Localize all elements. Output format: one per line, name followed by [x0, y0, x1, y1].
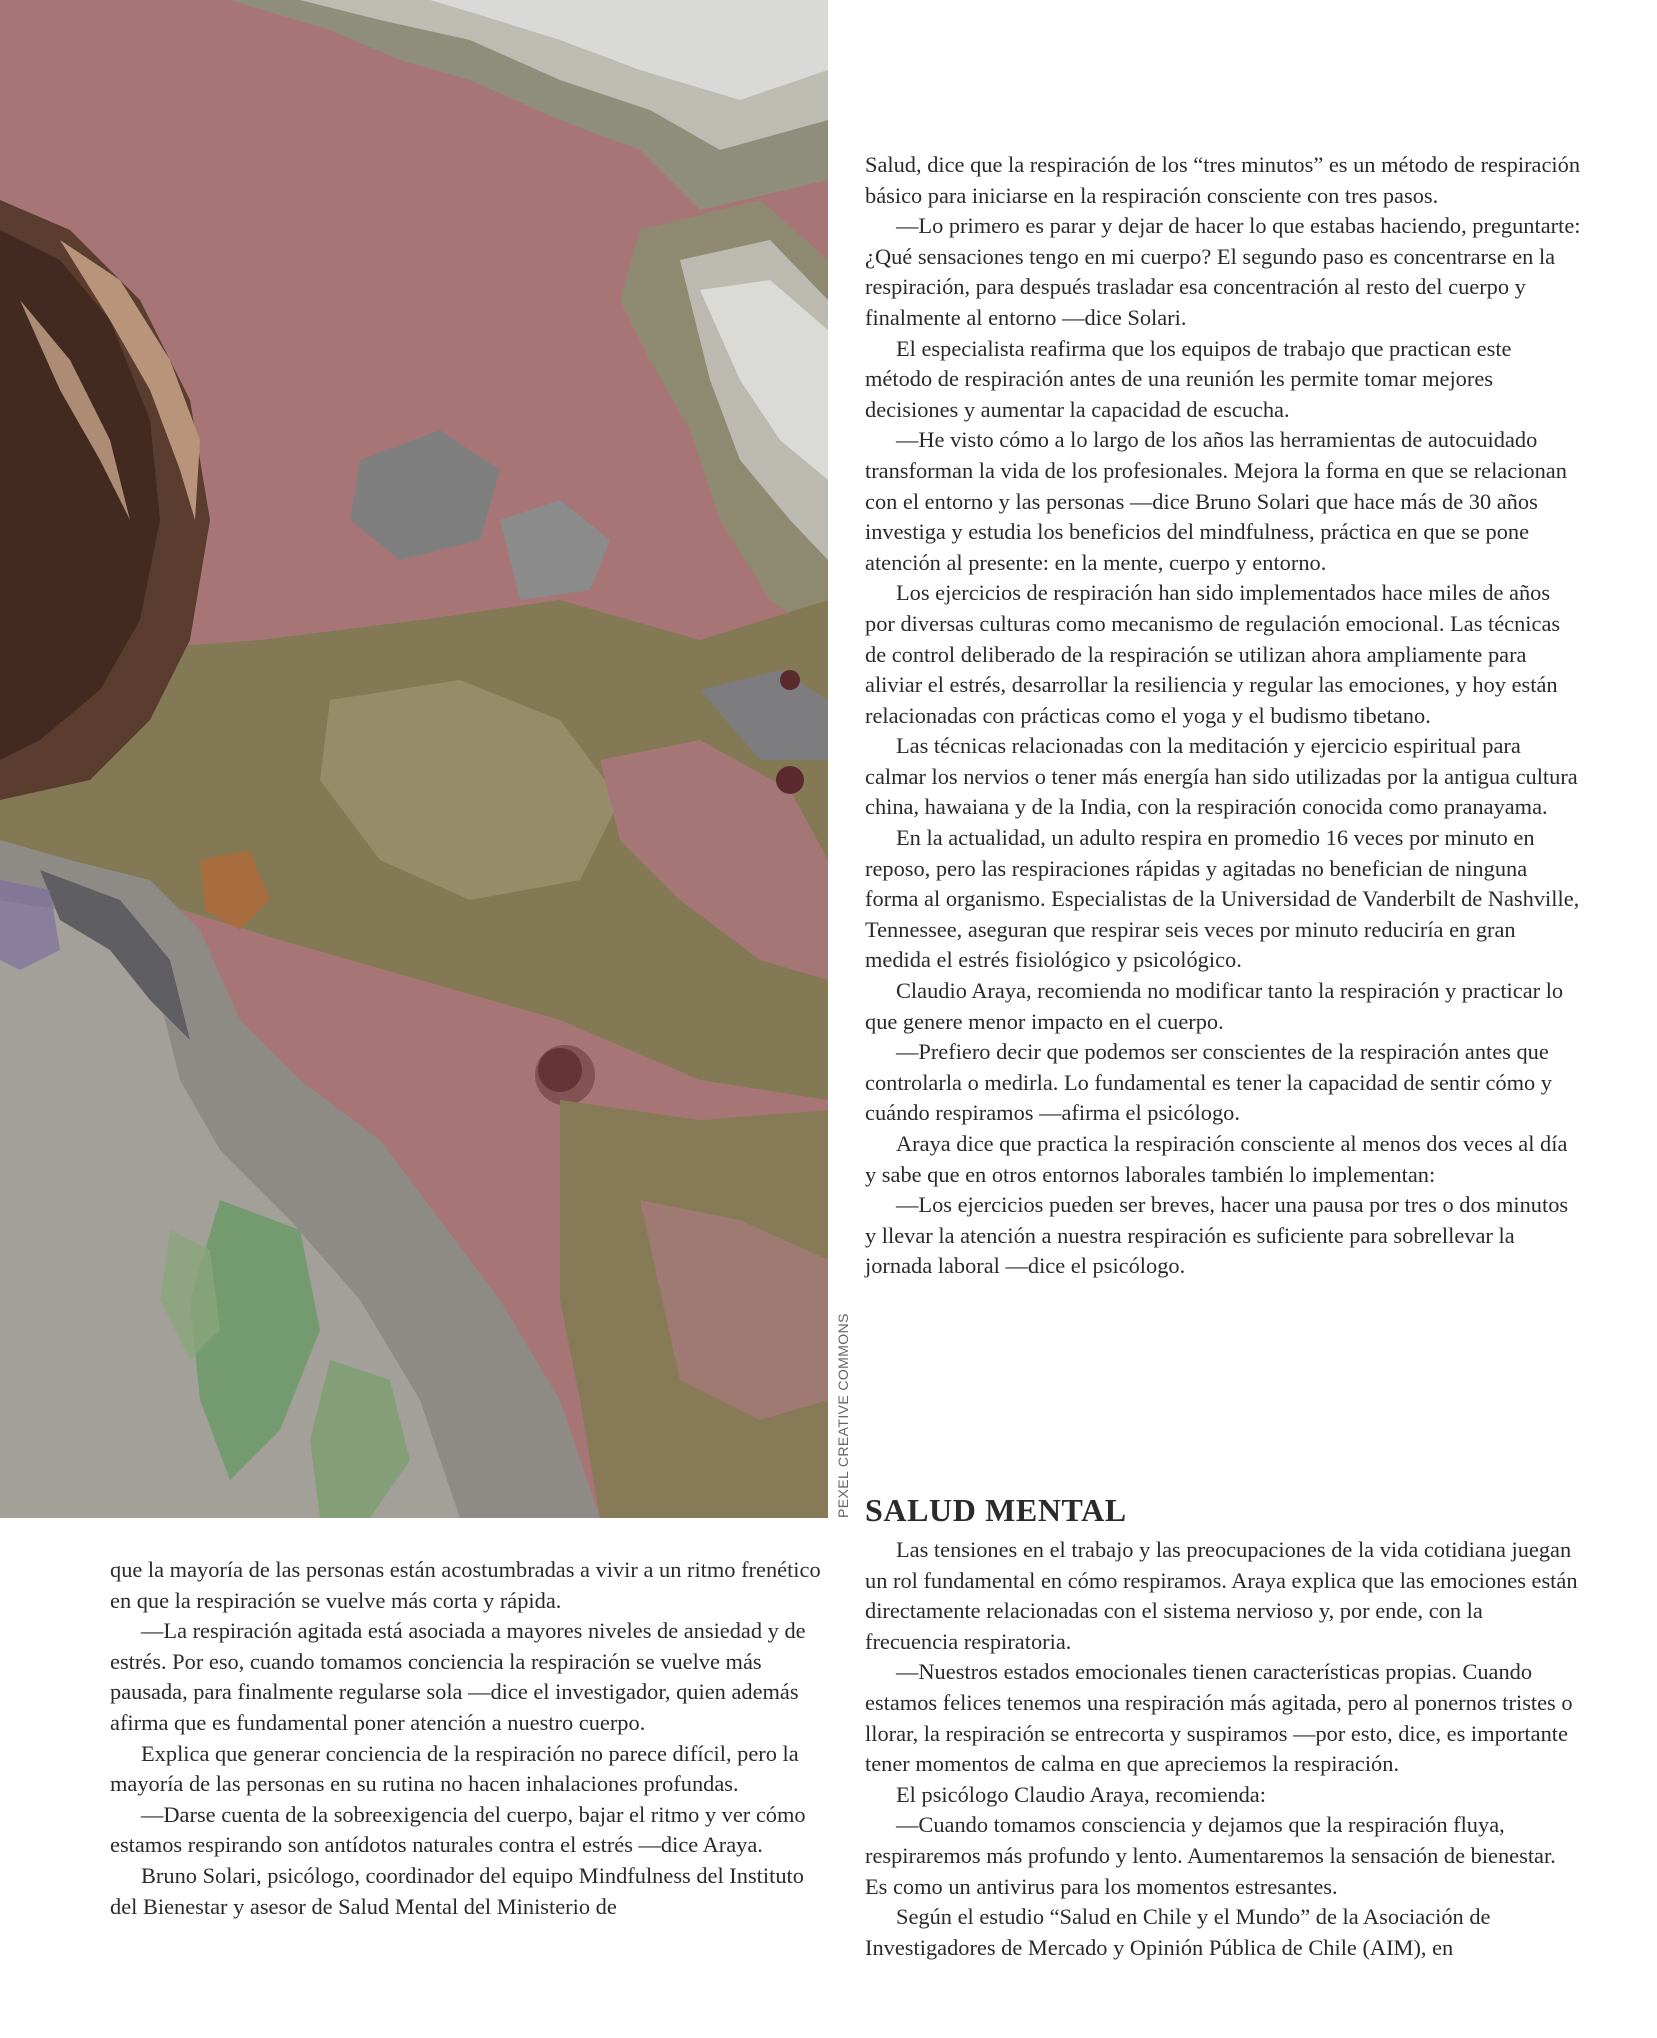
paragraph: El psicólogo Claudio Araya, recomienda: — [896, 1781, 1266, 1807]
paragraph: Claudio Araya, recomienda no modificar tanto la respiración y practicar lo que genere menor impacto en el cuerpo. — [865, 978, 1564, 1034]
paragraph: El especialista reafirma que los equipos de trabajo que practican este método de respiración antes de una reunión les permite tomar mejores decisiones y aumentar la capacidad de escucha. — [865, 335, 1512, 422]
paragraph: Los ejercicios de respiración han sido implementados hace miles de años por diversas culturas como mecanismo de regulación emocional. Las técnicas de control deliberado de la respiración se utilizan ahora ampliamente para aliviar el estrés, desarrollar la resiliencia y regular las emociones, y hoy están relacionadas con prácticas como el yoga y el budismo tibetano. — [865, 580, 1561, 728]
paragraph: —Cuando tomamos consciencia y dejamos que la respiración fluya, respiraremos más profundo y lento. Aumentaremos la sensación de bienestar. Es como un antivirus para los momentos estresantes. — [865, 1812, 1556, 1899]
paragraph: —Nuestros estados emocionales tienen características propias. Cuando estamos felices tenemos una respiración más agitada, pero al ponernos tristes o llorar, la respiración se entrecorta y suspiramos —por esto, dice, es importante tener momentos de calma en que apreciemos la respiración. — [865, 1659, 1573, 1777]
paragraph: —Lo primero es parar y dejar de hacer lo que estabas haciendo, preguntarte: ¿Qué sensaciones tengo en mi cuerpo? El segundo paso es concentrarse en la respiración, para después trasladar esa concentración al resto del cuerpo y finalmente al entorno —dice Solari. — [865, 213, 1581, 330]
article-column-right — [865, 150, 1581, 1282]
paragraph: Según el estudio “Salud en Chile y el Mundo” de la Asociación de Investigadores de Mercado y Opinión Pública de Chile (AIM), en — [865, 1904, 1491, 1960]
paragraph: que la mayoría de las personas están acostumbradas a vivir a un ritmo frenético en que la respiración se vuelve más corta y rápida. — [110, 1557, 821, 1613]
paragraph: —Prefiero decir que podemos ser conscientes de la respiración antes que controlarla o medirla. Lo fundamental es tener la capacidad de sentir cómo y cuándo respiramos —afirma el psicólogo. — [865, 1039, 1552, 1126]
paragraph: Explica que generar conciencia de la respiración no parece difícil, pero la mayoría de las personas en su rutina no hacen inhalaciones profundas. — [110, 1740, 799, 1797]
paragraph: Araya dice que practica la respiración consciente al menos dos veces al día y sabe que en otros entornos laborales también lo implementan: — [865, 1131, 1568, 1187]
paragraph: Las técnicas relacionadas con la meditación y ejercicio espiritual para calmar los nervios o tener más energía han sido utilizadas por la antigua cultura china, hawaiana y de la India, con la respiración conocida como pranayama. — [865, 733, 1578, 820]
paragraph: —Darse cuenta de la sobreexigencia del cuerpo, bajar el ritmo y ver cómo estamos respirando son antídotos naturales contra el estrés —dice Araya. — [110, 1801, 806, 1858]
paragraph: Salud, dice que la respiración de los “tres minutos” es un método de respiración básico para iniciarse en la respiración consciente con tres pasos. — [865, 152, 1581, 208]
paragraph: —He visto cómo a lo largo de los años las herramientas de autocuidado transforman la vida de los profesionales. Mejora la forma en que se relacionan con el entorno y las personas —dice Bruno Solari que hace más de 30 años investiga y estudia los beneficios del mindfulness, práctica en que se pone atención al presente: en la mente, cuerpo y entorno. — [865, 427, 1567, 575]
photo-illustration — [0, 0, 828, 1518]
paragraph: —La respiración agitada está asociada a mayores niveles de ansiedad y de estrés. Por eso, cuando tomamos conciencia la respiración se vuelve más pausada, para finalmente regularse sola —dice el investigador, quien además afirma que es fundamental poner atención a nuestro cuerpo. — [110, 1618, 806, 1735]
article-column-right-lower — [865, 1535, 1581, 1963]
section-heading: SALUD MENTAL — [865, 1492, 1127, 1528]
paragraph: Las tensiones en el trabajo y las preocupaciones de la vida cotidiana juegan un rol fundamental en cómo respiramos. Araya explica que las emociones están directamente relacionadas con el sistema nervioso y, por ende, con la frecuencia respiratoria. — [865, 1537, 1578, 1654]
paragraph: —Los ejercicios pueden ser breves, hacer una pausa por tres o dos minutos y llevar la atención a nuestra respiración es suficiente para sobrellevar la jornada laboral —dice el psicólogo. — [865, 1192, 1569, 1279]
paragraph: Bruno Solari, psicólogo, coordinador del equipo Mindfulness del Instituto del Bienestar y asesor de Salud Mental del Ministerio de — [110, 1862, 804, 1919]
paragraph: En la actualidad, un adulto respira en promedio 16 veces por minuto en reposo, pero las respiraciones rápidas y agitadas no benefician de ninguna forma al organismo. Especialistas de la Universidad de Vanderbilt de Nashville, Tennessee, aseguran que respirar seis veces por minuto reduciría en gran medida el estrés fisiológico y psicológico. — [865, 825, 1580, 973]
article-column-left — [110, 1555, 830, 1922]
article-photo — [0, 0, 828, 1518]
